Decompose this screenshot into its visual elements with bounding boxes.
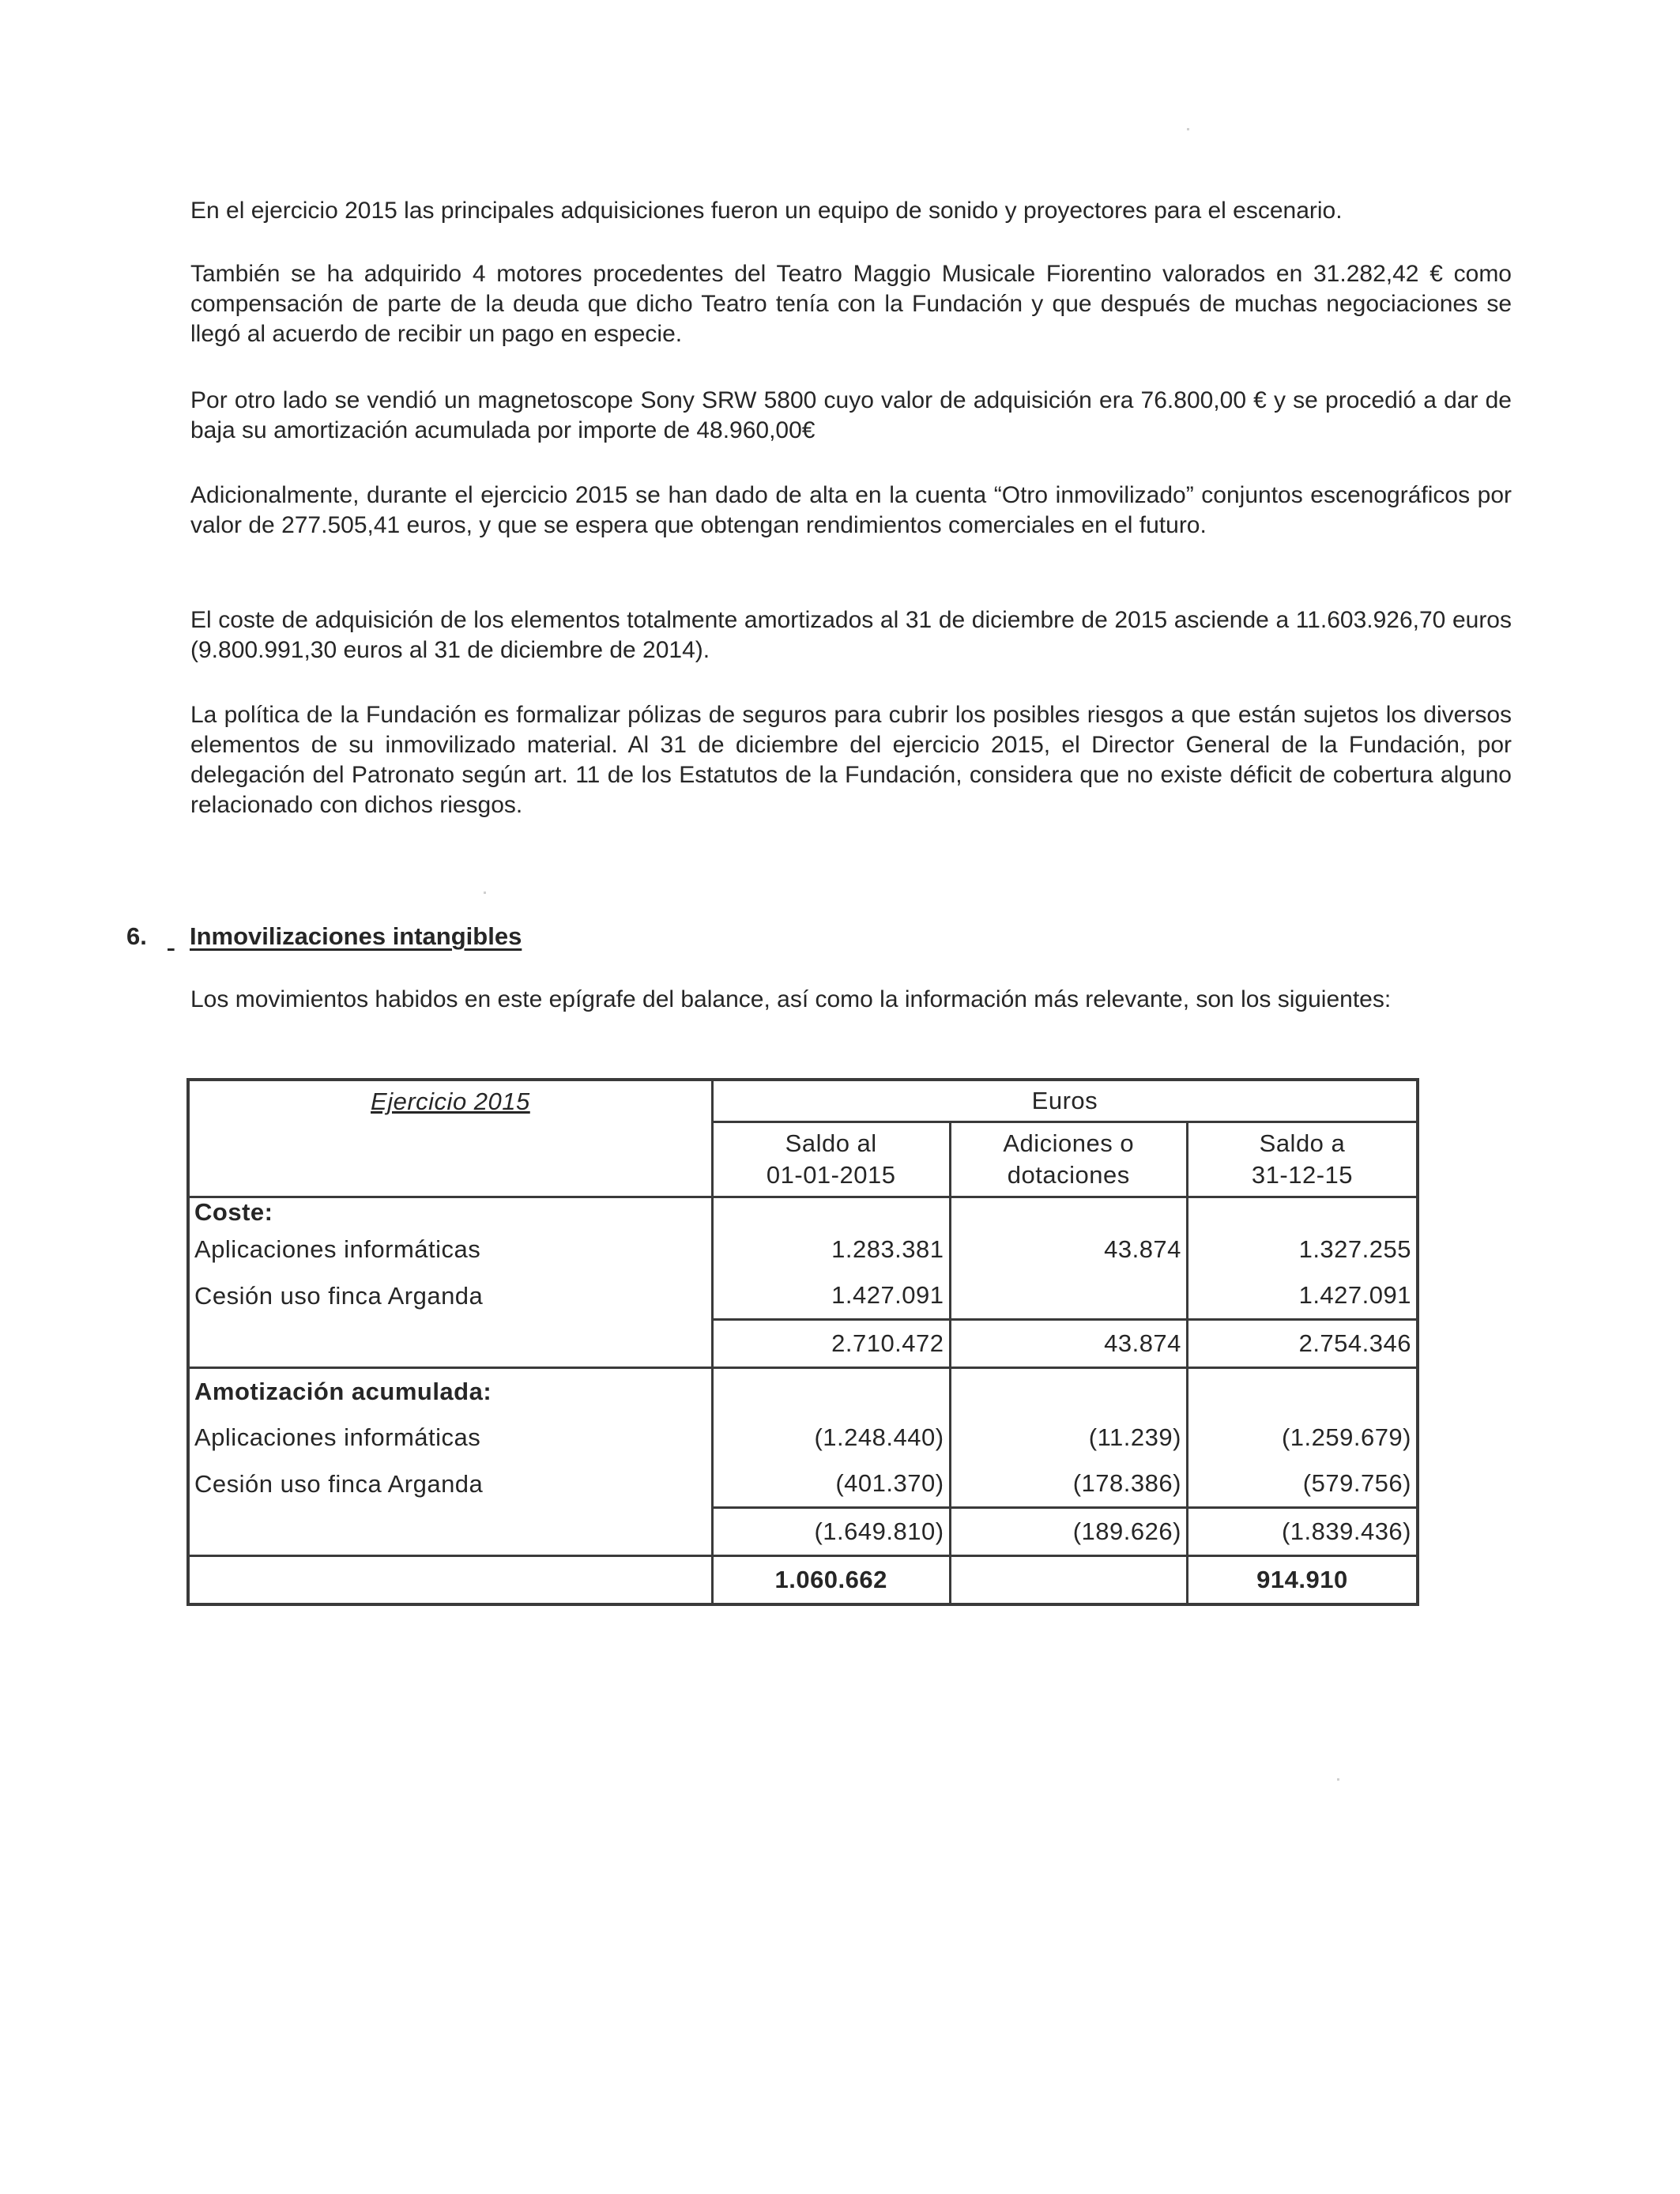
table-row: [188, 1227, 1418, 1272]
paragraph-motores: También se ha adquirido 4 motores procedentes del Teatro Maggio Musicale Fiorentino valorados en 31.282,42 € como compensación de parte de la deuda que dicho Teatro tenía con la Fundación y que después de muchas negociaciones se llegó al acuerdo de recibir un pago en especie.: [190, 261, 1512, 347]
net-total-saldo-final: 914.910: [1187, 1556, 1418, 1605]
paragraph-otro-inmovilizado: Adicionalmente, durante el ejercicio 2015 se han dado de alta en la cuenta “Otro inmovilizado” conjuntos escenográficos por valor de 277.505,41 euros, y que se espera que obtengan rendimientos comerciales en el futuro.: [190, 482, 1512, 538]
cell-saldo-final: 1.427.091: [1187, 1272, 1418, 1320]
amort-total-row: [188, 1508, 1418, 1556]
section-title: Inmovilizaciones intangibles: [190, 922, 522, 950]
section-heading: [126, 922, 522, 952]
table-header-row-2: [188, 1122, 1418, 1197]
net-total-row: [188, 1556, 1418, 1605]
coste-total-saldo-final: 2.754.346: [1187, 1320, 1418, 1368]
col-header-saldo-final: Saldo a 31-12-15: [1187, 1122, 1418, 1197]
intangibles-table: [186, 1078, 1419, 1606]
col-header-adiciones: Adiciones o dotaciones: [950, 1122, 1187, 1197]
row-label: Cesión uso finca Arganda: [194, 1281, 484, 1310]
coste-label-row: [188, 1197, 1418, 1227]
net-total-saldo-inicial: 1.060.662: [712, 1556, 950, 1605]
coste-label: Coste:: [188, 1197, 712, 1227]
scan-speck: [484, 892, 486, 894]
table-row: [188, 1415, 1418, 1461]
header-empty: [188, 1122, 712, 1197]
cell-adiciones: (11.239): [950, 1415, 1187, 1461]
scan-speck: [1337, 1778, 1339, 1781]
cell-adiciones: [950, 1272, 1187, 1320]
row-label: Aplicaciones informáticas: [194, 1423, 481, 1451]
period-label: Ejercicio 2015: [371, 1087, 530, 1115]
row-label: Aplicaciones informáticas: [194, 1235, 481, 1263]
cell-saldo-inicial: (401.370): [712, 1461, 950, 1508]
paragraph-movimientos: Los movimientos habidos en este epígrafe del balance, así como la información más relevante, son los siguientes:: [190, 986, 1392, 1012]
amort-label-row: [188, 1368, 1418, 1416]
paragraph-magnetoscope: Por otro lado se vendió un magnetoscope Sony SRW 5800 cuyo valor de adquisición era 76.800,00 € y se procedió a dar de baja su amortización acumulada por importe de 48.960,00€: [190, 387, 1512, 443]
cell-saldo-final: (579.756): [1187, 1461, 1418, 1508]
amort-total-saldo-inicial: (1.649.810): [712, 1508, 950, 1556]
scan-speck: [1187, 128, 1189, 130]
cell-adiciones: 43.874: [950, 1227, 1187, 1272]
col-header-saldo-inicial: Saldo al 01-01-2015: [712, 1122, 950, 1197]
section-underline-gap: [168, 922, 190, 952]
paragraph-coste-amortizados: El coste de adquisición de los elementos totalmente amortizados al 31 de diciembre de 2015 asciende a 11.603.926,70 euros (9.800.991,30 euros al 31 de diciembre de 2014).: [190, 607, 1512, 663]
table-row: [188, 1272, 1418, 1320]
amort-label: Amotización acumulada:: [194, 1378, 492, 1405]
cell-saldo-inicial: (1.248.440): [712, 1415, 950, 1461]
amort-total-saldo-final: (1.839.436): [1187, 1508, 1418, 1556]
table-row: [188, 1461, 1418, 1508]
coste-total-row: [188, 1320, 1418, 1368]
cell-adiciones: (178.386): [950, 1461, 1187, 1508]
cell-saldo-final: (1.259.679): [1187, 1415, 1418, 1461]
paragraph-adquisiciones: En el ejercicio 2015 las principales adquisiciones fueron un equipo de sonido y proyectores para el escenario.: [190, 198, 1343, 224]
coste-total-saldo-inicial: 2.710.472: [712, 1320, 950, 1368]
net-total-adiciones: [950, 1556, 1187, 1605]
paragraph-politica-seguros: La política de la Fundación es formalizar pólizas de seguros para cubrir los posibles riesgos a que están sujetos los diversos elementos de su inmovilizado material. Al 31 de diciembre del ejercicio 2015, el Director General de la Fundación, por delegación del Patronato según art. 11 de los Estatutos de la Fundación, considera que no existe déficit de cobertura alguno relacionado con dichos riesgos.: [190, 702, 1512, 818]
currency-label: Euros: [712, 1080, 1418, 1122]
coste-total-adiciones: 43.874: [950, 1320, 1187, 1368]
table-header-row-1: [188, 1080, 1418, 1122]
section-number: 6.: [126, 922, 147, 950]
row-label: Cesión uso finca Arganda: [194, 1469, 484, 1498]
amort-total-adiciones: (189.626): [950, 1508, 1187, 1556]
cell-saldo-inicial: 1.283.381: [712, 1227, 950, 1272]
cell-saldo-inicial: 1.427.091: [712, 1272, 950, 1320]
cell-saldo-final: 1.327.255: [1187, 1227, 1418, 1272]
